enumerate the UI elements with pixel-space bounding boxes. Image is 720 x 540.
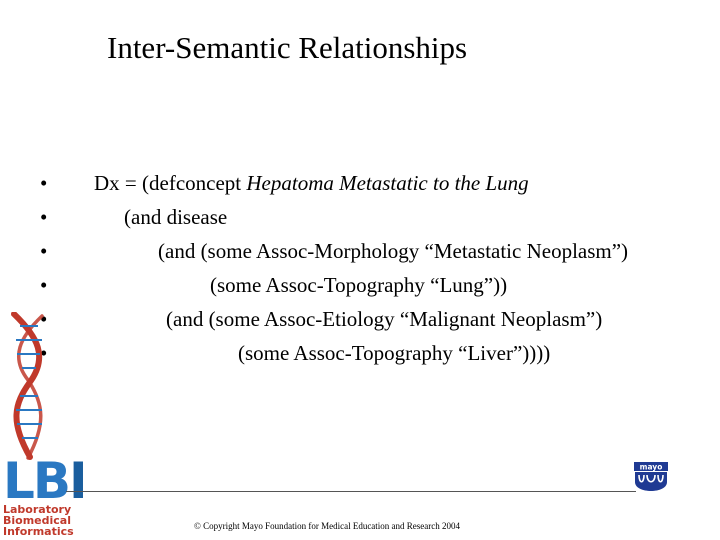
bullet-text: (and (some Assoc-Morphology “Metastatic Neoplasm”) bbox=[158, 239, 629, 263]
slide-title: Inter-Semantic Relationships bbox=[107, 30, 468, 65]
bullet-text: Dx = (defconcept Hepatoma Metastatic to the Lung bbox=[94, 171, 529, 195]
bullet-text: (and (some Assoc-Etiology “Malignant Neoplasm”) bbox=[166, 307, 603, 331]
bullet-text: (and disease bbox=[124, 205, 228, 229]
bullet-icon: • bbox=[40, 273, 48, 297]
dna-helix-icon bbox=[0, 312, 60, 462]
svg-text:mayo: mayo bbox=[639, 462, 663, 472]
bullet-text: (some Assoc-Topography “Lung”)) bbox=[210, 273, 508, 297]
copyright-text: © Copyright Mayo Foundation for Medical Education and Research 2004 bbox=[194, 521, 461, 531]
lbi-logo-subtitle: Laboratory Biomedical Informatics bbox=[3, 503, 74, 538]
bullet-icon: • bbox=[40, 341, 48, 365]
bullet-icon: • bbox=[40, 171, 48, 195]
bullet-text: (some Assoc-Topography “Liver”)))) bbox=[238, 341, 551, 365]
bullet-icon: • bbox=[40, 205, 48, 229]
concept-name: Hepatoma Metastatic to the Lung bbox=[246, 171, 529, 195]
footer-divider bbox=[66, 491, 636, 492]
mayo-logo-icon bbox=[634, 462, 668, 492]
bullet-icon: • bbox=[40, 239, 48, 263]
lbi-logo: LBI bbox=[3, 452, 86, 510]
bullet-icon: • bbox=[40, 307, 48, 331]
